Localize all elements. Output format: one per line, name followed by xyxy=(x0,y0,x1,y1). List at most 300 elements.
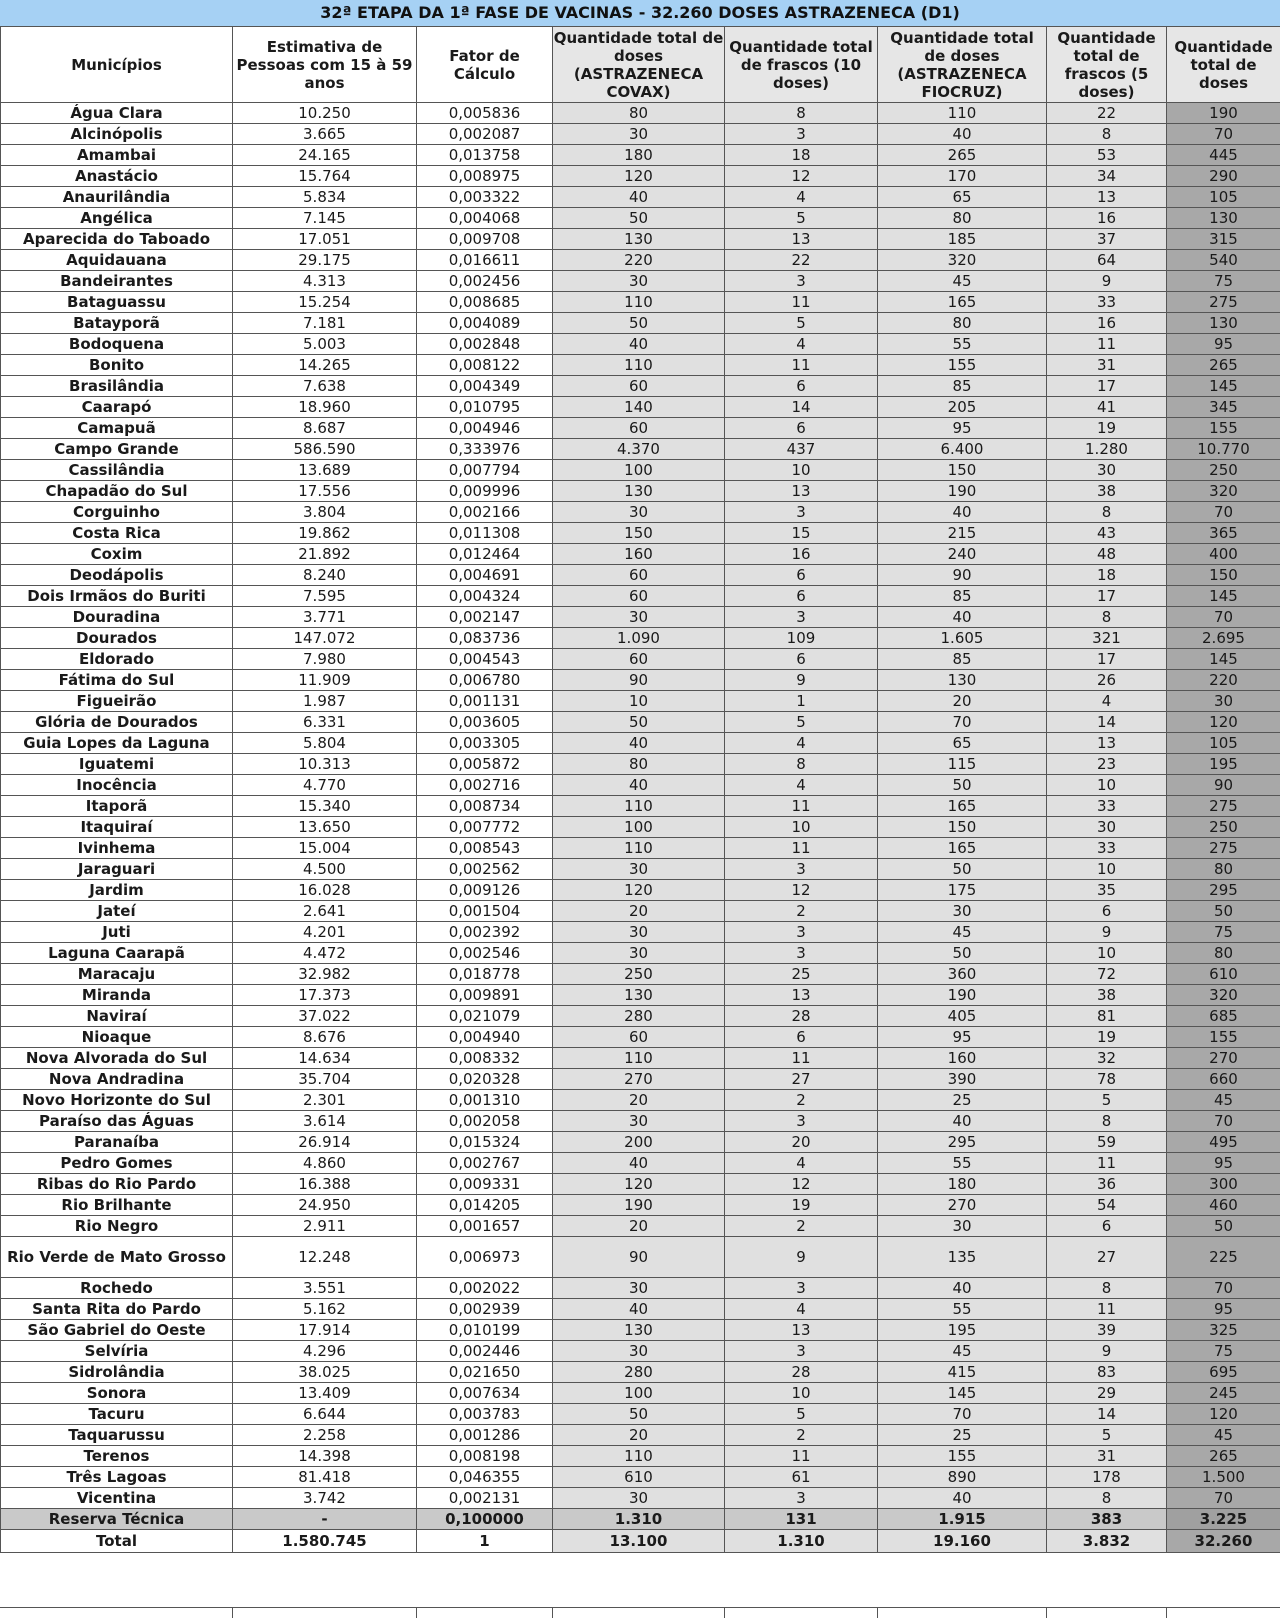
cell-fator: 0,007634 xyxy=(417,1383,553,1404)
table-row xyxy=(1,166,1280,187)
cell-frascos-10: 22 xyxy=(725,250,878,271)
cell-frascos-10: 20 xyxy=(725,1132,878,1153)
cell-frascos-5: 30 xyxy=(1047,817,1167,838)
cell-doses-covax: 80 xyxy=(553,103,725,124)
cell-total-doses: 32.260 xyxy=(1167,1530,1280,1553)
cell-frascos-5: 8 xyxy=(1047,124,1167,145)
cell-frascos-5: 10 xyxy=(1047,943,1167,964)
table-row xyxy=(1,1111,1280,1132)
cell-frascos-10: 3 xyxy=(725,607,878,628)
cell-estimativa: 8.687 xyxy=(233,418,417,439)
cell-municipio: Campo Grande xyxy=(1,439,233,460)
cell-frascos-5: 17 xyxy=(1047,376,1167,397)
cell-doses-fiocruz: 40 xyxy=(878,502,1047,523)
cell-fator: 0,008975 xyxy=(417,166,553,187)
cell-doses-covax: 20 xyxy=(553,1090,725,1111)
cell-fator: 0,004068 xyxy=(417,208,553,229)
cell-fator: 0,021079 xyxy=(417,1006,553,1027)
table-row xyxy=(1,1446,1280,1467)
cell-doses-covax: 50 xyxy=(553,208,725,229)
cell-frascos-10: 18 xyxy=(725,145,878,166)
cell-doses-fiocruz: 40 xyxy=(878,1111,1047,1132)
cell-municipio: Sidrolândia xyxy=(1,1362,233,1383)
cell-total-doses: 290 xyxy=(1167,166,1280,187)
cell-estimativa: 14.398 xyxy=(233,1446,417,1467)
cell-doses-covax: 110 xyxy=(553,796,725,817)
cell-frascos-5: 19 xyxy=(1047,418,1167,439)
cell-frascos-5: 72 xyxy=(1047,964,1167,985)
table-row xyxy=(1,1132,1280,1153)
cell-doses-covax: 90 xyxy=(553,1237,725,1278)
cell-doses-covax: 110 xyxy=(553,292,725,313)
cell-total-doses: 45 xyxy=(1167,1090,1280,1111)
cell-fator: 0,005872 xyxy=(417,754,553,775)
cell-doses-covax: 30 xyxy=(553,922,725,943)
cell-total-doses: 70 xyxy=(1167,1278,1280,1299)
cell-doses-fiocruz: 55 xyxy=(878,1153,1047,1174)
table-row xyxy=(1,1027,1280,1048)
cell-municipio: Dois Irmãos do Buriti xyxy=(1,586,233,607)
cell-estimativa: 3.742 xyxy=(233,1488,417,1509)
cell-estimativa: 24.950 xyxy=(233,1195,417,1216)
cell-doses-covax: 150 xyxy=(553,523,725,544)
cell-frascos-5: 11 xyxy=(1047,1299,1167,1320)
cell-frascos-5: 36 xyxy=(1047,1174,1167,1195)
cell-estimativa: 12.248 xyxy=(233,1237,417,1278)
cell-total-doses: 685 xyxy=(1167,1006,1280,1027)
table-body xyxy=(1,103,1280,1553)
table-row xyxy=(1,1237,1280,1278)
cell-frascos-10: 13 xyxy=(725,1320,878,1341)
cell-doses-covax: 90 xyxy=(553,670,725,691)
cell-total-doses: 75 xyxy=(1167,271,1280,292)
header-row xyxy=(1,27,1280,103)
header-frascos-5: Quantidade total de frascos (5 doses) xyxy=(1047,27,1167,103)
cell-fator: 0,004324 xyxy=(417,586,553,607)
cell-frascos-5: 14 xyxy=(1047,1404,1167,1425)
cell-municipio: Santa Rita do Pardo xyxy=(1,1299,233,1320)
cell-doses-covax: 60 xyxy=(553,586,725,607)
cell-frascos-5: 8 xyxy=(1047,1488,1167,1509)
cell-total-doses: 660 xyxy=(1167,1069,1280,1090)
cell-frascos-5: 383 xyxy=(1047,1509,1167,1530)
cell-frascos-10: 5 xyxy=(725,208,878,229)
cell-estimativa: 8.676 xyxy=(233,1027,417,1048)
cell-doses-fiocruz: 65 xyxy=(878,733,1047,754)
cell-municipio: Jaraguari xyxy=(1,859,233,880)
cell-total-doses: 70 xyxy=(1167,607,1280,628)
cell-estimativa: 10.250 xyxy=(233,103,417,124)
cell-frascos-5: 41 xyxy=(1047,397,1167,418)
cell-municipio: Camapuã xyxy=(1,418,233,439)
cell-doses-covax: 20 xyxy=(553,901,725,922)
cell-doses-fiocruz: 80 xyxy=(878,313,1047,334)
cell-fator: 0,006973 xyxy=(417,1237,553,1278)
cell-doses-fiocruz: 150 xyxy=(878,817,1047,838)
cell-frascos-10: 28 xyxy=(725,1362,878,1383)
cell-total-doses: 50 xyxy=(1167,1216,1280,1237)
cell-doses-covax: 160 xyxy=(553,544,725,565)
table-row xyxy=(1,481,1280,502)
cell-estimativa: 7.595 xyxy=(233,586,417,607)
cell-estimativa: 586.590 xyxy=(233,439,417,460)
cell-municipio: Iguatemi xyxy=(1,754,233,775)
cell-municipio: Aquidauana xyxy=(1,250,233,271)
cell-frascos-5: 178 xyxy=(1047,1467,1167,1488)
cell-estimativa: 15.764 xyxy=(233,166,417,187)
table-row xyxy=(1,901,1280,922)
cell-doses-covax: 60 xyxy=(553,649,725,670)
cell-total-doses: 300 xyxy=(1167,1174,1280,1195)
cell-fator: 0,015324 xyxy=(417,1132,553,1153)
cell-total-doses: 695 xyxy=(1167,1362,1280,1383)
cell-municipio: Pedro Gomes xyxy=(1,1153,233,1174)
table-row xyxy=(1,523,1280,544)
cell-doses-fiocruz: 155 xyxy=(878,1446,1047,1467)
cell-estimativa: 15.254 xyxy=(233,292,417,313)
cell-estimativa: 32.982 xyxy=(233,964,417,985)
table-row xyxy=(1,187,1280,208)
cell-doses-covax: 250 xyxy=(553,964,725,985)
table-row xyxy=(1,250,1280,271)
cell-doses-covax: 220 xyxy=(553,250,725,271)
cell-total-doses: 315 xyxy=(1167,229,1280,250)
cell-doses-covax: 190 xyxy=(553,1195,725,1216)
cell-frascos-5: 37 xyxy=(1047,229,1167,250)
table-row xyxy=(1,271,1280,292)
cell-fator: 0,008332 xyxy=(417,1048,553,1069)
cell-frascos-10: 131 xyxy=(725,1509,878,1530)
cell-municipio: Coxim xyxy=(1,544,233,565)
cell-doses-fiocruz: 95 xyxy=(878,418,1047,439)
cell-fator: 0,001286 xyxy=(417,1425,553,1446)
table-row xyxy=(1,1069,1280,1090)
cell-municipio: Três Lagoas xyxy=(1,1467,233,1488)
cell-doses-covax: 60 xyxy=(553,565,725,586)
cell-estimativa: 4.313 xyxy=(233,271,417,292)
cell-municipio: Nova Andradina xyxy=(1,1069,233,1090)
table-row xyxy=(1,1404,1280,1425)
cell-municipio: Paraíso das Águas xyxy=(1,1111,233,1132)
cell-doses-fiocruz: 45 xyxy=(878,1341,1047,1362)
table-row xyxy=(1,733,1280,754)
cell-estimativa: 6.644 xyxy=(233,1404,417,1425)
cell-fator: 0,008543 xyxy=(417,838,553,859)
cell-estimativa: 16.028 xyxy=(233,880,417,901)
cell-total-doses: 460 xyxy=(1167,1195,1280,1216)
cell-estimativa: 2.911 xyxy=(233,1216,417,1237)
cell-estimativa: 8.240 xyxy=(233,565,417,586)
cell-doses-fiocruz: 30 xyxy=(878,1216,1047,1237)
cell-doses-covax: 80 xyxy=(553,754,725,775)
cell-fator: 0,009126 xyxy=(417,880,553,901)
cell-doses-covax: 30 xyxy=(553,1111,725,1132)
cell-estimativa: 16.388 xyxy=(233,1174,417,1195)
table-row xyxy=(1,145,1280,166)
cell-doses-fiocruz: 165 xyxy=(878,796,1047,817)
cell-frascos-5: 81 xyxy=(1047,1006,1167,1027)
cell-municipio: Batayporã xyxy=(1,313,233,334)
cell-fator: 0,001131 xyxy=(417,691,553,712)
cell-municipio: Selvíria xyxy=(1,1341,233,1362)
cell-frascos-10: 12 xyxy=(725,166,878,187)
cell-municipio: Alcinópolis xyxy=(1,124,233,145)
cell-doses-fiocruz: 25 xyxy=(878,1425,1047,1446)
cell-doses-fiocruz: 65 xyxy=(878,187,1047,208)
total-row xyxy=(1,1530,1280,1553)
cell-doses-covax: 30 xyxy=(553,1488,725,1509)
cell-frascos-5: 321 xyxy=(1047,628,1167,649)
table-row xyxy=(1,712,1280,733)
cell-total-doses: 345 xyxy=(1167,397,1280,418)
cell-frascos-10: 13 xyxy=(725,985,878,1006)
cell-estimativa: 37.022 xyxy=(233,1006,417,1027)
cell-fator: 0,009891 xyxy=(417,985,553,1006)
cell-estimativa: 4.472 xyxy=(233,943,417,964)
table-row xyxy=(1,1488,1280,1509)
table-row xyxy=(1,1278,1280,1299)
cell-frascos-10: 3 xyxy=(725,124,878,145)
cell-fator: 0,006780 xyxy=(417,670,553,691)
cell-doses-covax: 280 xyxy=(553,1362,725,1383)
cell-doses-fiocruz: 115 xyxy=(878,754,1047,775)
cell-municipio: Rio Brilhante xyxy=(1,1195,233,1216)
cell-doses-fiocruz: 175 xyxy=(878,880,1047,901)
cell-doses-fiocruz: 70 xyxy=(878,1404,1047,1425)
cell-fator: 0,002446 xyxy=(417,1341,553,1362)
cell-fator: 0,011308 xyxy=(417,523,553,544)
cell-total-doses: 325 xyxy=(1167,1320,1280,1341)
cell-frascos-5: 11 xyxy=(1047,334,1167,355)
cell-frascos-5: 9 xyxy=(1047,922,1167,943)
cell-frascos-5: 33 xyxy=(1047,838,1167,859)
cell-municipio: Tacuru xyxy=(1,1404,233,1425)
cell-estimativa: 26.914 xyxy=(233,1132,417,1153)
cell-doses-covax: 60 xyxy=(553,418,725,439)
cell-fator: 0,002131 xyxy=(417,1488,553,1509)
cell-frascos-10: 6 xyxy=(725,586,878,607)
header-fator: Fator de Cálculo xyxy=(417,27,553,103)
cell-frascos-5: 3.832 xyxy=(1047,1530,1167,1553)
cell-fator: 0,003322 xyxy=(417,187,553,208)
cell-frascos-5: 23 xyxy=(1047,754,1167,775)
cell-doses-covax: 110 xyxy=(553,1446,725,1467)
cell-fator: 0,004691 xyxy=(417,565,553,586)
cell-fator: 0,004946 xyxy=(417,418,553,439)
cell-estimativa: 17.051 xyxy=(233,229,417,250)
cell-fator: 0,003605 xyxy=(417,712,553,733)
cell-frascos-5: 5 xyxy=(1047,1425,1167,1446)
cell-frascos-10: 2 xyxy=(725,1425,878,1446)
cell-fator: 0,002939 xyxy=(417,1299,553,1320)
cell-doses-fiocruz: 19.160 xyxy=(878,1530,1047,1553)
cell-doses-fiocruz: 150 xyxy=(878,460,1047,481)
cell-doses-covax: 20 xyxy=(553,1216,725,1237)
cell-municipio: Taquarussu xyxy=(1,1425,233,1446)
cell-doses-covax: 20 xyxy=(553,1425,725,1446)
cell-doses-covax: 110 xyxy=(553,838,725,859)
cell-doses-covax: 30 xyxy=(553,943,725,964)
cell-municipio: Costa Rica xyxy=(1,523,233,544)
cell-municipio: Vicentina xyxy=(1,1488,233,1509)
cell-municipio: Glória de Dourados xyxy=(1,712,233,733)
cell-total-doses: 30 xyxy=(1167,691,1280,712)
cell-total-doses: 95 xyxy=(1167,1299,1280,1320)
cell-doses-fiocruz: 405 xyxy=(878,1006,1047,1027)
cell-doses-fiocruz: 1.605 xyxy=(878,628,1047,649)
table-row xyxy=(1,376,1280,397)
cell-frascos-5: 5 xyxy=(1047,1090,1167,1111)
cell-frascos-5: 10 xyxy=(1047,859,1167,880)
cell-total-doses: 105 xyxy=(1167,733,1280,754)
table-row xyxy=(1,1048,1280,1069)
cell-total-doses: 50 xyxy=(1167,901,1280,922)
cell-total-doses: 70 xyxy=(1167,1111,1280,1132)
cell-frascos-10: 25 xyxy=(725,964,878,985)
cell-estimativa: 3.771 xyxy=(233,607,417,628)
table-row xyxy=(1,1006,1280,1027)
cell-fator: 0,333976 xyxy=(417,439,553,460)
cell-municipio: Rochedo xyxy=(1,1278,233,1299)
cell-fator: 0,005836 xyxy=(417,103,553,124)
cell-doses-covax: 10 xyxy=(553,691,725,712)
cell-doses-fiocruz: 1.915 xyxy=(878,1509,1047,1530)
cell-fator: 0,002716 xyxy=(417,775,553,796)
cell-doses-fiocruz: 195 xyxy=(878,1320,1047,1341)
cell-doses-covax: 40 xyxy=(553,334,725,355)
cell-fator: 0,020328 xyxy=(417,1069,553,1090)
cell-fator: 0,008122 xyxy=(417,355,553,376)
cell-doses-fiocruz: 20 xyxy=(878,691,1047,712)
cell-total-doses: 400 xyxy=(1167,544,1280,565)
cell-fator: 0,001504 xyxy=(417,901,553,922)
cell-doses-fiocruz: 95 xyxy=(878,1027,1047,1048)
cell-frascos-10: 1.310 xyxy=(725,1530,878,1553)
cell-frascos-10: 3 xyxy=(725,922,878,943)
cell-doses-fiocruz: 50 xyxy=(878,943,1047,964)
table-row xyxy=(1,1153,1280,1174)
header-estimativa: Estimativa de Pessoas com 15 à 59 anos xyxy=(233,27,417,103)
cell-estimativa: 14.634 xyxy=(233,1048,417,1069)
cell-municipio: Total xyxy=(1,1530,233,1553)
cell-frascos-10: 14 xyxy=(725,397,878,418)
cell-total-doses: 270 xyxy=(1167,1048,1280,1069)
cell-municipio: Ivinhema xyxy=(1,838,233,859)
table-row xyxy=(1,691,1280,712)
cell-total-doses: 75 xyxy=(1167,1341,1280,1362)
cell-fator: 0,009331 xyxy=(417,1174,553,1195)
cell-frascos-5: 43 xyxy=(1047,523,1167,544)
table-row xyxy=(1,103,1280,124)
cell-fator: 0,083736 xyxy=(417,628,553,649)
cell-total-doses: 155 xyxy=(1167,1027,1280,1048)
cell-frascos-5: 30 xyxy=(1047,460,1167,481)
cell-fator: 0,008685 xyxy=(417,292,553,313)
cell-frascos-10: 11 xyxy=(725,292,878,313)
table-row xyxy=(1,1195,1280,1216)
cell-fator: 0,002848 xyxy=(417,334,553,355)
cell-estimativa: 24.165 xyxy=(233,145,417,166)
cell-estimativa: 5.834 xyxy=(233,187,417,208)
table-row xyxy=(1,229,1280,250)
cell-estimativa: 17.373 xyxy=(233,985,417,1006)
cell-frascos-10: 3 xyxy=(725,859,878,880)
cell-doses-fiocruz: 205 xyxy=(878,397,1047,418)
cell-municipio: Angélica xyxy=(1,208,233,229)
cell-municipio: Miranda xyxy=(1,985,233,1006)
cell-frascos-5: 8 xyxy=(1047,502,1167,523)
header-municipios: Municípios xyxy=(1,27,233,103)
cell-frascos-5: 8 xyxy=(1047,1278,1167,1299)
cell-municipio: Ribas do Rio Pardo xyxy=(1,1174,233,1195)
cell-total-doses: 250 xyxy=(1167,817,1280,838)
footer-border xyxy=(0,1607,1280,1618)
cell-total-doses: 295 xyxy=(1167,880,1280,901)
cell-frascos-10: 15 xyxy=(725,523,878,544)
cell-frascos-10: 8 xyxy=(725,754,878,775)
cell-doses-fiocruz: 80 xyxy=(878,208,1047,229)
cell-fator: 0,018778 xyxy=(417,964,553,985)
cell-municipio: Bodoquena xyxy=(1,334,233,355)
cell-frascos-10: 2 xyxy=(725,1090,878,1111)
cell-fator: 0,002767 xyxy=(417,1153,553,1174)
cell-doses-covax: 200 xyxy=(553,1132,725,1153)
cell-frascos-10: 12 xyxy=(725,880,878,901)
cell-estimativa: 13.409 xyxy=(233,1383,417,1404)
cell-frascos-5: 54 xyxy=(1047,1195,1167,1216)
cell-frascos-5: 1.280 xyxy=(1047,439,1167,460)
cell-doses-fiocruz: 190 xyxy=(878,481,1047,502)
cell-estimativa: 14.265 xyxy=(233,355,417,376)
table-row xyxy=(1,418,1280,439)
cell-frascos-10: 61 xyxy=(725,1467,878,1488)
table-row xyxy=(1,334,1280,355)
cell-doses-covax: 1.090 xyxy=(553,628,725,649)
cell-frascos-5: 53 xyxy=(1047,145,1167,166)
cell-fator: 0,002562 xyxy=(417,859,553,880)
cell-doses-covax: 280 xyxy=(553,1006,725,1027)
cell-frascos-5: 17 xyxy=(1047,586,1167,607)
cell-estimativa: 35.704 xyxy=(233,1069,417,1090)
cell-doses-covax: 50 xyxy=(553,1404,725,1425)
cell-frascos-10: 16 xyxy=(725,544,878,565)
table-row xyxy=(1,964,1280,985)
cell-fator: 0,010199 xyxy=(417,1320,553,1341)
cell-estimativa: 7.638 xyxy=(233,376,417,397)
cell-municipio: Bonito xyxy=(1,355,233,376)
cell-doses-fiocruz: 265 xyxy=(878,145,1047,166)
cell-estimativa: 17.556 xyxy=(233,481,417,502)
cell-estimativa: 13.650 xyxy=(233,817,417,838)
cell-fator: 0,046355 xyxy=(417,1467,553,1488)
cell-total-doses: 70 xyxy=(1167,502,1280,523)
cell-total-doses: 145 xyxy=(1167,376,1280,397)
cell-municipio: Bandeirantes xyxy=(1,271,233,292)
cell-doses-covax: 120 xyxy=(553,880,725,901)
cell-estimativa: - xyxy=(233,1509,417,1530)
cell-total-doses: 95 xyxy=(1167,1153,1280,1174)
cell-estimativa: 29.175 xyxy=(233,250,417,271)
cell-municipio: Terenos xyxy=(1,1446,233,1467)
cell-frascos-5: 78 xyxy=(1047,1069,1167,1090)
cell-total-doses: 45 xyxy=(1167,1425,1280,1446)
table-row xyxy=(1,754,1280,775)
cell-fator: 0,002456 xyxy=(417,271,553,292)
cell-fator: 0,002546 xyxy=(417,943,553,964)
cell-frascos-5: 6 xyxy=(1047,1216,1167,1237)
reserve-row xyxy=(1,1509,1280,1530)
cell-doses-fiocruz: 390 xyxy=(878,1069,1047,1090)
